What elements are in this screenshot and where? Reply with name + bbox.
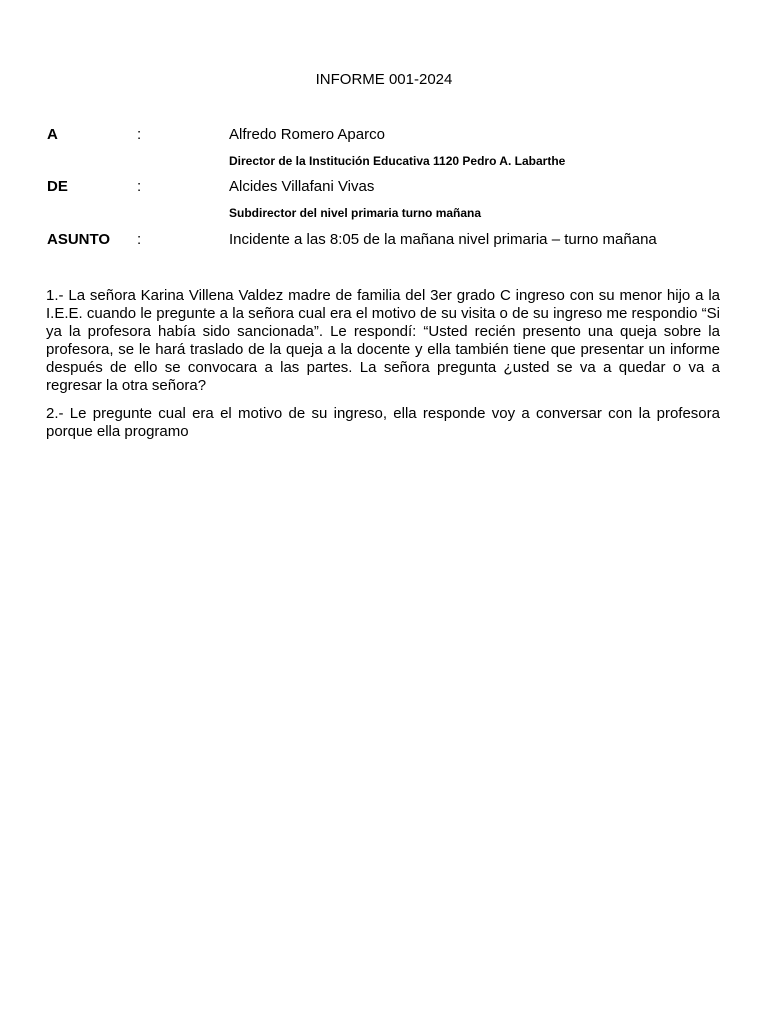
header-label-from: DE (47, 178, 68, 195)
header-label-to: A (47, 126, 58, 143)
recipient-role: Director de la Institución Educativa 1120 Pedro A. Labarthe (229, 154, 566, 168)
report-title: INFORME 001-2024 (315, 71, 453, 88)
subject-text: Incidente a las 8:05 de la mañana nivel primaria – turno mañana (229, 231, 657, 248)
report-body-continued (46, 405, 720, 441)
sender-name: Alcides Villafani Vivas (229, 178, 375, 195)
header-row-to (47, 124, 727, 146)
recipient-name: Alfredo Romero Aparco (229, 126, 385, 143)
report-body (46, 287, 720, 395)
header-colon-subject: : (137, 231, 142, 248)
sender-role: Subdirector del nivel primaria turno mañana (229, 206, 482, 220)
paragraph-2: 2.- Le pregunte cual era el motivo de su ingreso, ella responde voy a conversar con la profesora porque ella programo (46, 405, 720, 440)
header-row-subject (47, 229, 727, 251)
header-colon-from: : (137, 178, 142, 195)
paragraph-1: 1.- La señora Karina Villena Valdez madre de familia del 3er grado C ingreso con su menor hijo a la I.E.E. cuando le pregunte a la señora cual era el motivo de su visita o de su ingreso me respondio “Si ya la profesora había sido sancionada”. Le respondí: “Usted recién presento una queja sobre la profesora, se le hará traslado de la queja a la docente y ella también tiene que presentar un informe después de ello se convocara a las partes. La señora pregunta ¿usted se va a quedar o va a regresar la otra señora? (46, 287, 720, 394)
header-row-from (47, 176, 727, 198)
header-label-subject: ASUNTO (47, 231, 111, 248)
header-colon-to: : (137, 126, 142, 143)
